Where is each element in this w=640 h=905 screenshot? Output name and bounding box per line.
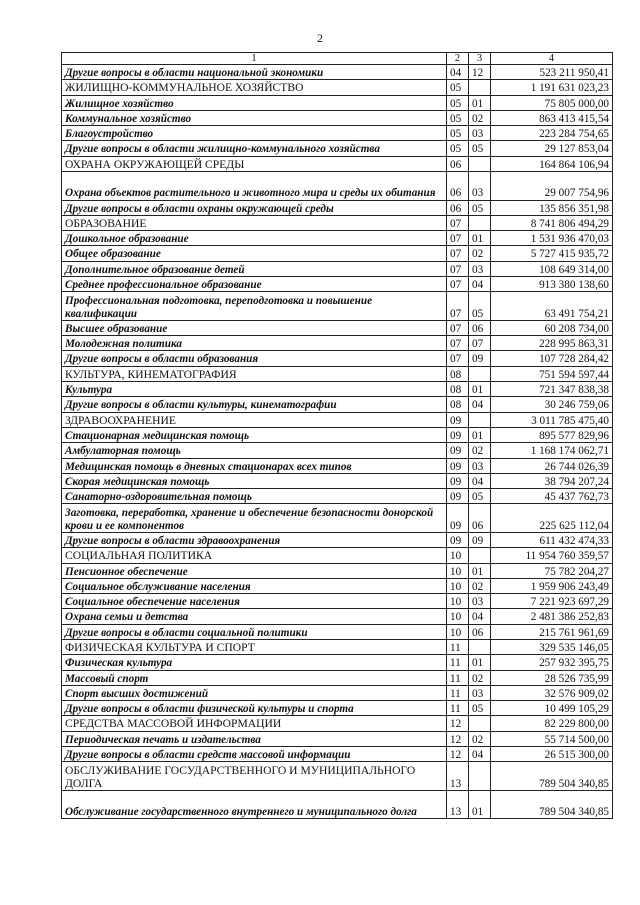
table-row — [62, 261, 613, 276]
row-section-code-cell: 13 — [447, 762, 469, 791]
row-name-cell: Другие вопросы в области средств массовой информации — [62, 747, 447, 762]
row-section-code-cell: 09 — [447, 504, 469, 533]
row-section-code-cell: 10 — [447, 624, 469, 639]
row-section-code-cell: 07 — [447, 215, 469, 230]
row-amount-cell: 63 491 754,21 — [491, 292, 613, 321]
row-name-cell: Социальное обслуживание населения — [62, 578, 447, 593]
row-amount-cell: 789 504 340,85 — [491, 762, 613, 791]
row-name-cell: Обслуживание государственного внутреннего и муниципального долга — [62, 790, 447, 819]
row-amount-cell: 611 432 474,33 — [491, 532, 613, 547]
row-section-code-cell: 11 — [447, 670, 469, 685]
table-row — [62, 95, 613, 110]
row-section-code-cell: 10 — [447, 594, 469, 609]
row-subsection-code-cell: 03 — [469, 261, 491, 276]
row-section-code-cell: 07 — [447, 277, 469, 292]
row-subsection-code-cell: 03 — [469, 126, 491, 141]
row-subsection-code-cell: 01 — [469, 95, 491, 110]
row-subsection-code-cell: 01 — [469, 382, 491, 397]
row-section-code-cell: 12 — [447, 747, 469, 762]
table-row — [62, 624, 613, 639]
row-amount-cell: 523 211 950,41 — [491, 65, 613, 80]
row-name-cell: ОБРАЗОВАНИЕ — [62, 215, 447, 230]
row-subsection-code-cell: 02 — [469, 731, 491, 746]
row-amount-cell: 1 531 936 470,03 — [491, 231, 613, 246]
row-amount-cell: 107 728 284,42 — [491, 351, 613, 366]
table-row — [62, 747, 613, 762]
row-subsection-code-cell: 04 — [469, 397, 491, 412]
row-section-code-cell: 11 — [447, 640, 469, 655]
table-row — [62, 397, 613, 412]
row-amount-cell: 225 625 112,04 — [491, 504, 613, 533]
table-row — [62, 563, 613, 578]
table-row — [62, 504, 613, 533]
table-row — [62, 382, 613, 397]
row-amount-cell: 863 413 415,54 — [491, 110, 613, 125]
table-row — [62, 489, 613, 504]
row-amount-cell: 26 515 300,00 — [491, 747, 613, 762]
table-row — [62, 277, 613, 292]
row-amount-cell: 2 481 386 252,83 — [491, 609, 613, 624]
row-amount-cell: 135 856 351,98 — [491, 200, 613, 215]
table-section-row — [62, 762, 613, 791]
row-amount-cell: 29 007 754,96 — [491, 172, 613, 201]
row-amount-cell: 223 284 754,65 — [491, 126, 613, 141]
row-subsection-code-cell: 04 — [469, 473, 491, 488]
row-section-code-cell: 07 — [447, 246, 469, 261]
row-amount-cell: 164 864 106,94 — [491, 156, 613, 171]
table-row — [62, 701, 613, 716]
row-amount-cell: 215 761 961,69 — [491, 624, 613, 639]
row-name-cell: Другие вопросы в области охраны окружающей среды — [62, 200, 447, 215]
row-section-code-cell: 07 — [447, 292, 469, 321]
table-row — [62, 790, 613, 819]
page-number: 2 — [317, 31, 323, 45]
row-name-cell: Периодическая печать и издательства — [62, 731, 447, 746]
row-amount-cell: 1 168 174 062,71 — [491, 443, 613, 458]
table-section-row — [62, 412, 613, 427]
row-subsection-code-cell: 06 — [469, 624, 491, 639]
row-section-code-cell: 09 — [447, 532, 469, 547]
row-amount-cell: 3 011 785 475,40 — [491, 412, 613, 427]
row-subsection-code-cell — [469, 215, 491, 230]
row-name-cell: Благоустройство — [62, 126, 447, 141]
row-name-cell: Физическая культура — [62, 655, 447, 670]
table-row — [62, 731, 613, 746]
row-name-cell: Дошкольное образование — [62, 231, 447, 246]
header-col-4: 4 — [491, 53, 613, 65]
row-section-code-cell: 05 — [447, 126, 469, 141]
row-section-code-cell: 09 — [447, 458, 469, 473]
row-section-code-cell: 08 — [447, 382, 469, 397]
row-amount-cell: 11 954 760 359,57 — [491, 548, 613, 563]
row-subsection-code-cell: 12 — [469, 65, 491, 80]
row-name-cell: КУЛЬТУРА, КИНЕМАТОГРАФИЯ — [62, 366, 447, 381]
table-section-row — [62, 640, 613, 655]
table-row — [62, 594, 613, 609]
row-subsection-code-cell: 05 — [469, 292, 491, 321]
table-row — [62, 231, 613, 246]
row-subsection-code-cell: 02 — [469, 110, 491, 125]
row-name-cell: Молодежная политика — [62, 336, 447, 351]
table-row — [62, 126, 613, 141]
row-name-cell: Амбулаторная помощь — [62, 443, 447, 458]
row-name-cell: Среднее профессиональное образование — [62, 277, 447, 292]
row-amount-cell: 10 499 105,29 — [491, 701, 613, 716]
row-name-cell: Общее образование — [62, 246, 447, 261]
table-row — [62, 578, 613, 593]
header-col-1: 1 — [62, 53, 447, 65]
row-subsection-code-cell — [469, 412, 491, 427]
row-name-cell: Стационарная медицинская помощь — [62, 427, 447, 442]
table-row — [62, 336, 613, 351]
table-row — [62, 473, 613, 488]
row-amount-cell: 60 208 734,00 — [491, 320, 613, 335]
row-amount-cell: 28 526 735,99 — [491, 670, 613, 685]
row-amount-cell: 1 959 906 243,49 — [491, 578, 613, 593]
row-subsection-code-cell: 03 — [469, 172, 491, 201]
row-amount-cell: 29 127 853,04 — [491, 141, 613, 156]
table-row — [62, 427, 613, 442]
row-name-cell: Жилищное хозяйство — [62, 95, 447, 110]
row-subsection-code-cell: 05 — [469, 141, 491, 156]
row-name-cell: Охрана семьи и детства — [62, 609, 447, 624]
table-row — [62, 609, 613, 624]
row-name-cell: Спорт высших достижений — [62, 685, 447, 700]
table-row — [62, 532, 613, 547]
row-name-cell: ЗДРАВООХРАНЕНИЕ — [62, 412, 447, 427]
row-amount-cell: 228 995 863,31 — [491, 336, 613, 351]
table-section-row — [62, 215, 613, 230]
row-section-code-cell: 07 — [447, 351, 469, 366]
row-section-code-cell: 05 — [447, 110, 469, 125]
row-name-cell: ЖИЛИЩНО-КОММУНАЛЬНОЕ ХОЗЯЙСТВО — [62, 80, 447, 95]
row-section-code-cell: 06 — [447, 172, 469, 201]
row-amount-cell: 751 594 597,44 — [491, 366, 613, 381]
table-row — [62, 141, 613, 156]
row-section-code-cell: 08 — [447, 366, 469, 381]
row-name-cell: ФИЗИЧЕСКАЯ КУЛЬТУРА И СПОРТ — [62, 640, 447, 655]
row-subsection-code-cell: 03 — [469, 685, 491, 700]
row-section-code-cell: 12 — [447, 716, 469, 731]
row-name-cell: Массовый спорт — [62, 670, 447, 685]
row-subsection-code-cell — [469, 156, 491, 171]
row-section-code-cell: 04 — [447, 65, 469, 80]
row-name-cell: Дополнительное образование детей — [62, 261, 447, 276]
row-name-cell: Другие вопросы в области культуры, кинематографии — [62, 397, 447, 412]
row-section-code-cell: 11 — [447, 655, 469, 670]
row-section-code-cell: 10 — [447, 578, 469, 593]
row-name-cell: Медицинская помощь в дневных стационарах всех типов — [62, 458, 447, 473]
row-subsection-code-cell: 05 — [469, 489, 491, 504]
row-section-code-cell: 11 — [447, 701, 469, 716]
row-name-cell: СОЦИАЛЬНАЯ ПОЛИТИКА — [62, 548, 447, 563]
row-name-cell: Другие вопросы в области физической культуры и спорта — [62, 701, 447, 716]
row-subsection-code-cell: 01 — [469, 231, 491, 246]
budget-table-container — [61, 52, 612, 819]
budget-table — [61, 52, 613, 819]
row-amount-cell: 1 191 631 023,23 — [491, 80, 613, 95]
header-col-2: 2 — [447, 53, 469, 65]
row-amount-cell: 7 221 923 697,29 — [491, 594, 613, 609]
row-section-code-cell: 12 — [447, 731, 469, 746]
row-section-code-cell: 09 — [447, 427, 469, 442]
table-section-row — [62, 156, 613, 171]
row-section-code-cell: 11 — [447, 685, 469, 700]
row-name-cell: СРЕДСТВА МАССОВОЙ ИНФОРМАЦИИ — [62, 716, 447, 731]
table-row — [62, 110, 613, 125]
row-subsection-code-cell: 01 — [469, 427, 491, 442]
row-name-cell: Высшее образование — [62, 320, 447, 335]
row-subsection-code-cell: 04 — [469, 609, 491, 624]
row-subsection-code-cell: 02 — [469, 246, 491, 261]
row-subsection-code-cell: 01 — [469, 655, 491, 670]
row-amount-cell: 82 229 800,00 — [491, 716, 613, 731]
row-section-code-cell: 05 — [447, 80, 469, 95]
table-row — [62, 200, 613, 215]
row-name-cell: ОБСЛУЖИВАНИЕ ГОСУДАРСТВЕННОГО И МУНИЦИПАЛЬНОГО ДОЛГА — [62, 762, 447, 791]
row-amount-cell: 55 714 500,00 — [491, 731, 613, 746]
row-subsection-code-cell: 09 — [469, 351, 491, 366]
row-subsection-code-cell — [469, 762, 491, 791]
row-subsection-code-cell: 05 — [469, 701, 491, 716]
table-section-row — [62, 716, 613, 731]
row-subsection-code-cell — [469, 80, 491, 95]
row-section-code-cell: 07 — [447, 261, 469, 276]
row-name-cell: Коммунальное хозяйство — [62, 110, 447, 125]
row-section-code-cell: 09 — [447, 443, 469, 458]
row-amount-cell: 26 744 026,39 — [491, 458, 613, 473]
row-subsection-code-cell: 01 — [469, 563, 491, 578]
row-name-cell: Другие вопросы в области национальной экономики — [62, 65, 447, 80]
row-section-code-cell: 06 — [447, 200, 469, 215]
row-section-code-cell: 07 — [447, 336, 469, 351]
row-section-code-cell: 10 — [447, 548, 469, 563]
row-subsection-code-cell: 02 — [469, 443, 491, 458]
row-name-cell: ОХРАНА ОКРУЖАЮЩЕЙ СРЕДЫ — [62, 156, 447, 171]
table-row — [62, 246, 613, 261]
row-subsection-code-cell — [469, 716, 491, 731]
row-amount-cell: 789 504 340,85 — [491, 790, 613, 819]
row-subsection-code-cell: 06 — [469, 320, 491, 335]
row-name-cell: Другие вопросы в области здравоохранения — [62, 532, 447, 547]
row-subsection-code-cell — [469, 640, 491, 655]
row-amount-cell: 8 741 806 494,29 — [491, 215, 613, 230]
row-name-cell: Социальное обеспечение населения — [62, 594, 447, 609]
row-section-code-cell: 07 — [447, 320, 469, 335]
row-subsection-code-cell: 07 — [469, 336, 491, 351]
row-name-cell: Другие вопросы в области социальной политики — [62, 624, 447, 639]
row-name-cell: Другие вопросы в области образования — [62, 351, 447, 366]
row-section-code-cell: 09 — [447, 489, 469, 504]
row-subsection-code-cell: 04 — [469, 277, 491, 292]
table-row — [62, 443, 613, 458]
row-subsection-code-cell: 09 — [469, 532, 491, 547]
row-amount-cell: 329 535 146,05 — [491, 640, 613, 655]
row-amount-cell: 32 576 909,02 — [491, 685, 613, 700]
row-name-cell: Заготовка, переработка, хранение и обеспечение безопасности донорской крови и ее компонентов — [62, 504, 447, 533]
row-name-cell: Другие вопросы в области жилищно-коммунального хозяйства — [62, 141, 447, 156]
table-row — [62, 458, 613, 473]
row-section-code-cell: 10 — [447, 609, 469, 624]
row-name-cell: Охрана объектов растительного и животного мира и среды их обитания — [62, 172, 447, 201]
row-amount-cell: 38 794 207,24 — [491, 473, 613, 488]
row-section-code-cell: 13 — [447, 790, 469, 819]
row-amount-cell: 45 437 762,73 — [491, 489, 613, 504]
row-subsection-code-cell — [469, 366, 491, 381]
row-subsection-code-cell: 02 — [469, 670, 491, 685]
row-section-code-cell: 06 — [447, 156, 469, 171]
row-amount-cell: 75 782 204,27 — [491, 563, 613, 578]
row-subsection-code-cell: 04 — [469, 747, 491, 762]
table-section-row — [62, 548, 613, 563]
row-section-code-cell: 10 — [447, 563, 469, 578]
row-amount-cell: 913 380 138,60 — [491, 277, 613, 292]
row-section-code-cell: 07 — [447, 231, 469, 246]
table-section-row — [62, 366, 613, 381]
row-amount-cell: 5 727 415 935,72 — [491, 246, 613, 261]
table-row — [62, 655, 613, 670]
row-subsection-code-cell — [469, 548, 491, 563]
table-row — [62, 685, 613, 700]
row-subsection-code-cell: 02 — [469, 578, 491, 593]
header-col-3: 3 — [469, 53, 491, 65]
row-subsection-code-cell: 05 — [469, 200, 491, 215]
table-row — [62, 670, 613, 685]
table-header-row — [62, 53, 613, 65]
table-row — [62, 351, 613, 366]
row-name-cell: Профессиональная подготовка, переподготовка и повышение квалификации — [62, 292, 447, 321]
row-section-code-cell: 08 — [447, 397, 469, 412]
row-subsection-code-cell: 01 — [469, 790, 491, 819]
row-name-cell: Пенсионное обеспечение — [62, 563, 447, 578]
row-amount-cell: 30 246 759,06 — [491, 397, 613, 412]
row-name-cell: Скорая медицинская помощь — [62, 473, 447, 488]
row-subsection-code-cell: 03 — [469, 458, 491, 473]
row-amount-cell: 895 577 829,96 — [491, 427, 613, 442]
row-subsection-code-cell: 06 — [469, 504, 491, 533]
row-amount-cell: 257 932 395,75 — [491, 655, 613, 670]
table-row — [62, 320, 613, 335]
row-amount-cell: 721 347 838,38 — [491, 382, 613, 397]
row-section-code-cell: 05 — [447, 141, 469, 156]
table-row — [62, 172, 613, 201]
row-name-cell: Культура — [62, 382, 447, 397]
row-amount-cell: 75 805 000,00 — [491, 95, 613, 110]
row-section-code-cell: 09 — [447, 473, 469, 488]
table-row — [62, 65, 613, 80]
row-subsection-code-cell: 03 — [469, 594, 491, 609]
table-section-row — [62, 80, 613, 95]
row-section-code-cell: 05 — [447, 95, 469, 110]
table-row — [62, 292, 613, 321]
row-section-code-cell: 09 — [447, 412, 469, 427]
row-amount-cell: 108 649 314,00 — [491, 261, 613, 276]
row-name-cell: Санаторно-оздоровительная помощь — [62, 489, 447, 504]
